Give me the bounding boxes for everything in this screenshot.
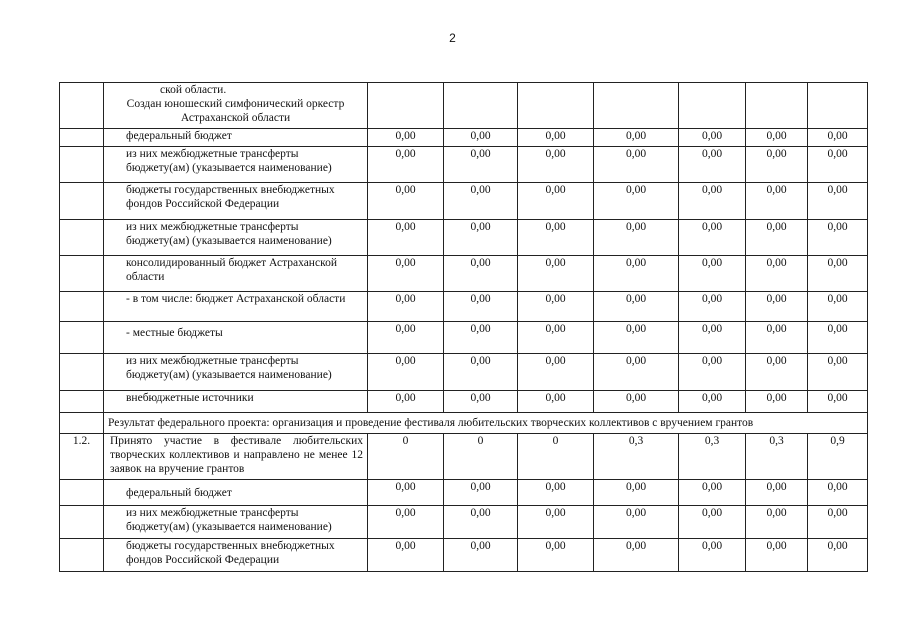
value-cell: [518, 83, 594, 129]
row-description-cell: федеральный бюджет: [104, 129, 368, 147]
value-cell: 0,00: [594, 129, 679, 147]
table-row: [60, 413, 868, 434]
table-row: [60, 129, 868, 147]
value-cell: 0,00: [518, 183, 594, 220]
value-cell: 0,00: [808, 506, 868, 539]
value-cell: 0,00: [679, 506, 746, 539]
value-cell: 0,00: [746, 539, 808, 572]
value-cell: 0,00: [518, 506, 594, 539]
value-cell: 0,00: [444, 391, 518, 413]
row-description-cell: из них межбюджетные трансферты бюджету(ам) (указывается наименование): [104, 147, 368, 183]
value-cell: 0,00: [518, 391, 594, 413]
desc-line: Создан юношеский симфонический оркестр Астраханской области: [126, 98, 345, 124]
value-cell: 0,00: [518, 256, 594, 292]
value-cell: 0,00: [679, 183, 746, 220]
row-number-cell: [60, 322, 104, 354]
value-cell: 0,00: [368, 129, 444, 147]
value-cell: [444, 83, 518, 129]
table-row: [60, 539, 868, 572]
value-cell: 0,00: [518, 322, 594, 354]
value-cell: 0,00: [444, 292, 518, 322]
table-row: [60, 480, 868, 506]
table-row: [60, 183, 868, 220]
row-description-cell: из них межбюджетные трансферты бюджету(ам) (указывается наименование): [104, 354, 368, 391]
value-cell: 0,00: [808, 183, 868, 220]
row-number-cell: [60, 413, 104, 434]
value-cell: 0,00: [679, 354, 746, 391]
row-description-cell: [104, 83, 368, 129]
table-row: [60, 83, 868, 129]
value-cell: 0,00: [808, 354, 868, 391]
table-row: [60, 391, 868, 413]
value-cell: 0,00: [746, 220, 808, 256]
value-cell: 0: [368, 434, 444, 480]
value-cell: 0,00: [679, 147, 746, 183]
table-row: [60, 220, 868, 256]
value-cell: 0,00: [518, 147, 594, 183]
row-description-cell: консолидированный бюджет Астраханской области: [104, 256, 368, 292]
value-cell: 0,00: [808, 147, 868, 183]
value-cell: 0,00: [746, 506, 808, 539]
value-cell: 0,00: [518, 539, 594, 572]
row-number-cell: [60, 539, 104, 572]
project-result-heading: Результат федерального проекта: организация и проведение фестиваля любительских творческих коллективов с вручением грантов: [104, 413, 868, 434]
value-cell: 0,00: [746, 147, 808, 183]
value-cell: 0: [444, 434, 518, 480]
value-cell: 0,00: [444, 220, 518, 256]
value-cell: 0,00: [746, 256, 808, 292]
value-cell: 0,00: [444, 539, 518, 572]
row-number-cell: [60, 183, 104, 220]
value-cell: 0,00: [368, 506, 444, 539]
value-cell: 0,00: [594, 539, 679, 572]
row-description-cell: бюджеты государственных внебюджетных фондов Российской Федерации: [104, 539, 368, 572]
value-cell: 0,00: [808, 480, 868, 506]
value-cell: 0,00: [679, 220, 746, 256]
value-cell: 0,00: [518, 129, 594, 147]
row-number-cell: [60, 354, 104, 391]
row-number-cell: [60, 220, 104, 256]
row-number-cell: [60, 292, 104, 322]
value-cell: 0,00: [368, 354, 444, 391]
value-cell: 0,00: [679, 322, 746, 354]
row-number-cell: [60, 506, 104, 539]
value-cell: 0,00: [594, 354, 679, 391]
value-cell: 0,00: [808, 292, 868, 322]
row-number-cell: [60, 147, 104, 183]
value-cell: 0,3: [746, 434, 808, 480]
row-description-cell: федеральный бюджет: [104, 480, 368, 506]
row-number-cell: [60, 391, 104, 413]
row-description-cell: - местные бюджеты: [104, 322, 368, 354]
value-cell: 0,00: [808, 539, 868, 572]
value-cell: 0,00: [594, 480, 679, 506]
value-cell: 0,00: [808, 129, 868, 147]
value-cell: 0,00: [746, 183, 808, 220]
value-cell: 0,00: [746, 292, 808, 322]
table-row: [60, 292, 868, 322]
value-cell: 0,00: [808, 391, 868, 413]
value-cell: 0,00: [594, 292, 679, 322]
value-cell: 0,00: [444, 183, 518, 220]
value-cell: [368, 83, 444, 129]
value-cell: 0,00: [368, 322, 444, 354]
table-row: [60, 322, 868, 354]
value-cell: 0,00: [518, 292, 594, 322]
value-cell: 0,00: [679, 539, 746, 572]
value-cell: 0,00: [746, 480, 808, 506]
row-description-cell: бюджеты государственных внебюджетных фондов Российской Федерации: [104, 183, 368, 220]
value-cell: 0,3: [679, 434, 746, 480]
value-cell: [679, 83, 746, 129]
value-cell: 0,00: [679, 129, 746, 147]
row-number-cell: [60, 256, 104, 292]
row-number-cell: [60, 83, 104, 129]
row-description-cell: Принято участие в фестивале любительских творческих коллективов и направлено не менее 12 заявок на вручение грантов: [104, 434, 368, 480]
value-cell: 0,00: [368, 147, 444, 183]
value-cell: 0,00: [594, 147, 679, 183]
table-row: [60, 506, 868, 539]
value-cell: 0,00: [444, 506, 518, 539]
value-cell: 0,00: [444, 147, 518, 183]
value-cell: 0,00: [679, 391, 746, 413]
value-cell: 0,00: [808, 220, 868, 256]
value-cell: 0,00: [444, 322, 518, 354]
value-cell: 0,00: [746, 354, 808, 391]
value-cell: 0,00: [368, 480, 444, 506]
value-cell: 0,00: [368, 391, 444, 413]
value-cell: 0,00: [679, 480, 746, 506]
value-cell: 0,00: [594, 256, 679, 292]
value-cell: 0,00: [444, 256, 518, 292]
value-cell: 0,00: [368, 539, 444, 572]
value-cell: 0,00: [594, 183, 679, 220]
budget-table: [59, 82, 868, 572]
value-cell: 0,00: [679, 292, 746, 322]
row-description-cell: из них межбюджетные трансферты бюджету(ам) (указывается наименование): [104, 506, 368, 539]
value-cell: 0,00: [444, 129, 518, 147]
value-cell: 0,00: [594, 391, 679, 413]
value-cell: 0,00: [368, 292, 444, 322]
value-cell: 0,00: [746, 391, 808, 413]
value-cell: 0,00: [594, 220, 679, 256]
table-row: [60, 434, 868, 480]
value-cell: 0,00: [368, 256, 444, 292]
value-cell: 0,00: [746, 129, 808, 147]
value-cell: 0,00: [444, 480, 518, 506]
value-cell: 0,00: [594, 506, 679, 539]
value-cell: 0,00: [368, 183, 444, 220]
value-cell: [808, 83, 868, 129]
value-cell: 0,00: [518, 354, 594, 391]
row-description-cell: из них межбюджетные трансферты бюджету(ам) (указывается наименование): [104, 220, 368, 256]
table-row: [60, 256, 868, 292]
row-number-cell: [60, 129, 104, 147]
table-row: [60, 354, 868, 391]
value-cell: [746, 83, 808, 129]
value-cell: 0,9: [808, 434, 868, 480]
value-cell: 0,00: [368, 220, 444, 256]
value-cell: 0,00: [518, 480, 594, 506]
row-description-cell: - в том числе: бюджет Астраханской области: [104, 292, 368, 322]
value-cell: 0,00: [808, 256, 868, 292]
value-cell: 0,3: [594, 434, 679, 480]
value-cell: 0,00: [679, 256, 746, 292]
table-row: [60, 147, 868, 183]
page-number: 2: [449, 31, 456, 45]
value-cell: [594, 83, 679, 129]
row-number-cell: 1.2.: [60, 434, 104, 480]
value-cell: 0,00: [518, 220, 594, 256]
value-cell: 0,00: [746, 322, 808, 354]
value-cell: 0,00: [444, 354, 518, 391]
desc-line: ской области.: [160, 84, 227, 96]
value-cell: 0: [518, 434, 594, 480]
value-cell: 0,00: [808, 322, 868, 354]
value-cell: 0,00: [594, 322, 679, 354]
row-number-cell: [60, 480, 104, 506]
row-description-cell: внебюджетные источники: [104, 391, 368, 413]
